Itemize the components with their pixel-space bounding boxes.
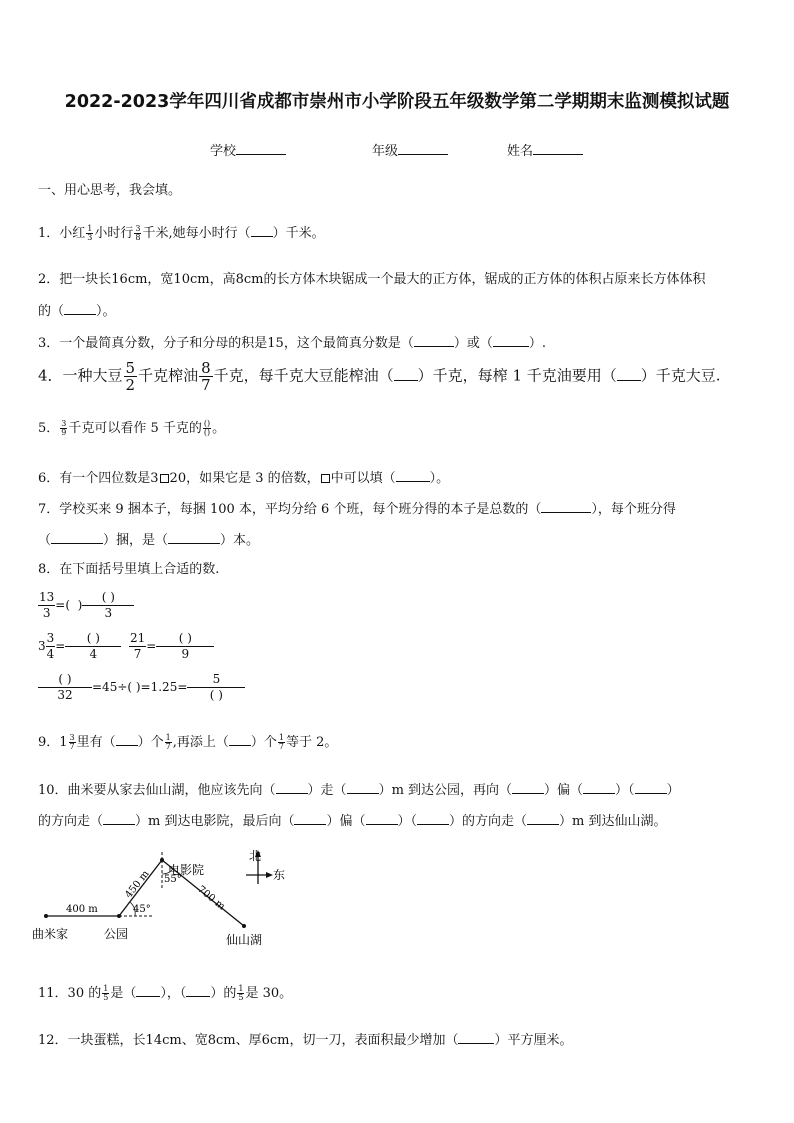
question-6: 6．有一个四位数是3 20，如果它是 3 的倍数， 中可以填（ ）。 [38,467,449,488]
fraction: $\frac{5}{2}$ [125,359,136,394]
fraction: () () [203,419,211,437]
dist-cinema-lake: 700 m [195,884,227,913]
fraction: $\frac{1}{5}$ [103,984,109,1002]
question-8: 8．在下面括号里填上合适的数. [38,562,220,577]
question-11: 11．30 的 $\frac{1}{5}$ 是（ ），（ ）的 $\frac{1}{5}$ 是 30。 [38,984,293,1002]
home-label: 曲米家 [32,927,69,941]
cinema-label: 电影院 [168,863,205,877]
fraction: $\frac{1}{7}$ [165,733,171,751]
box-icon [160,474,169,483]
fraction: $\frac{3}{9}$ [61,419,67,437]
angle-55: 55° [164,874,182,885]
fraction: $\frac{21}{7}$ [129,631,146,661]
box-icon [321,474,330,483]
question-12: 12．一块蛋糕，长14cm、宽8cm、厚6cm，切一刀，表面积最少增加（ ）平方厘米。 [38,1029,572,1050]
fraction: $\frac{13}{3}$ [39,590,55,620]
fraction: ( ) 32 [38,672,92,703]
question-2: 2．把一块长16cm，宽10cm，高8cm的长方体木块锯成一个最大的正方体，锯成的正方体的体积占原来长方体体积 [38,272,706,287]
dist-home-park: 400 m [66,904,98,915]
park-label: 公园 [104,927,129,941]
question-9: 9．1 $\frac{3}{7}$ 里有（ ）个 $\frac{1}{7}$ ,再添上（ ）个 $\frac{1}{7}$ 等于 2。 [38,733,338,751]
q8-row-3: ( ) 32 =45÷( )=1.25= 5 ( ) [38,672,245,703]
question-3: 3．一个最简真分数，分子和分母的积是15，这个最简真分数是（ ）或（ ）. [38,332,546,353]
fraction: ( ) 9 [156,631,214,662]
question-10: 10．曲米要从家去仙山湖，他应该先向（ ）走（ ）m 到达公园，再向（ ）偏（ ）（ ） [38,779,680,800]
grade-field[interactable]: 年级 [372,140,448,161]
lake-label: 仙山湖 [226,933,263,947]
school-field[interactable]: 学校 [210,140,286,161]
fraction: $\frac{1}{7}$ [278,733,285,751]
page-title: 2022-2023学年四川省成都市崇州市小学阶段五年级数学第二学期期末监测模拟试题 [64,92,730,112]
q8-row-1: $\frac{13}{3}$ =( ) ( ) 3 [38,590,134,621]
fraction: 5 ( ) [187,672,245,703]
east-arrow-icon [266,872,273,878]
fraction: $\frac{3}{7}$ [69,733,75,751]
dist-park-cinema: 450 m [123,868,152,901]
question-10-cont: 的方向走（ ）m 到达电影院，最后向（ ）偏（ ）（ ）的方向走（ ）m 到达仙山湖。 [38,810,667,831]
home-point [44,914,48,918]
question-2-cont: 的（ ）。 [38,300,116,321]
north-label: 北 [249,849,262,863]
fraction: ( ) 3 [82,590,134,621]
question-5: 5． $\frac{3}{9}$ 千克可以看作 5 千克的 () () 。 [38,419,226,437]
question-7-cont: （ ）捆，是（ ）本。 [38,529,259,550]
question-7: 7．学校买来 9 捆本子，每捆 100 本，平均分给 6 个班，每个班分得的本子是总数的（ ），每个班分得 [38,498,676,519]
route-map [30,840,310,955]
angle-45: 45° [133,904,151,915]
section-heading: 一、用心思考，我会填。 [38,183,182,198]
q8-row-2: 3 $\frac{3}{4}$ = ( ) 4 $\frac{21}{7}$ = ( ) 9 [38,631,214,662]
fraction: $\frac{3}{8}$ [135,224,141,242]
east-label: 东 [273,868,286,882]
question-1: 1．小红 $\frac{1}{3}$ 小时行 $\frac{3}{8}$ 千米,她每小时行（ ）千米。 [38,224,325,242]
fraction: $\frac{8}{7}$ [201,359,211,394]
fraction: $\frac{1}{3}$ [87,224,93,242]
fraction: $\frac{1}{5}$ [238,984,244,1002]
name-field[interactable]: 姓名 [507,140,583,161]
fraction: $\frac{3}{4}$ [46,631,55,661]
question-4: 4．一种大豆 $\frac{5}{2}$ 千克榨油 $\frac{8}{7}$ 千克，每千克大豆能榨油（ ）千克，每榨 1 千克油要用（ ）千克大豆. [38,359,721,394]
fraction: ( ) 4 [65,631,121,662]
lake-point [242,924,246,928]
